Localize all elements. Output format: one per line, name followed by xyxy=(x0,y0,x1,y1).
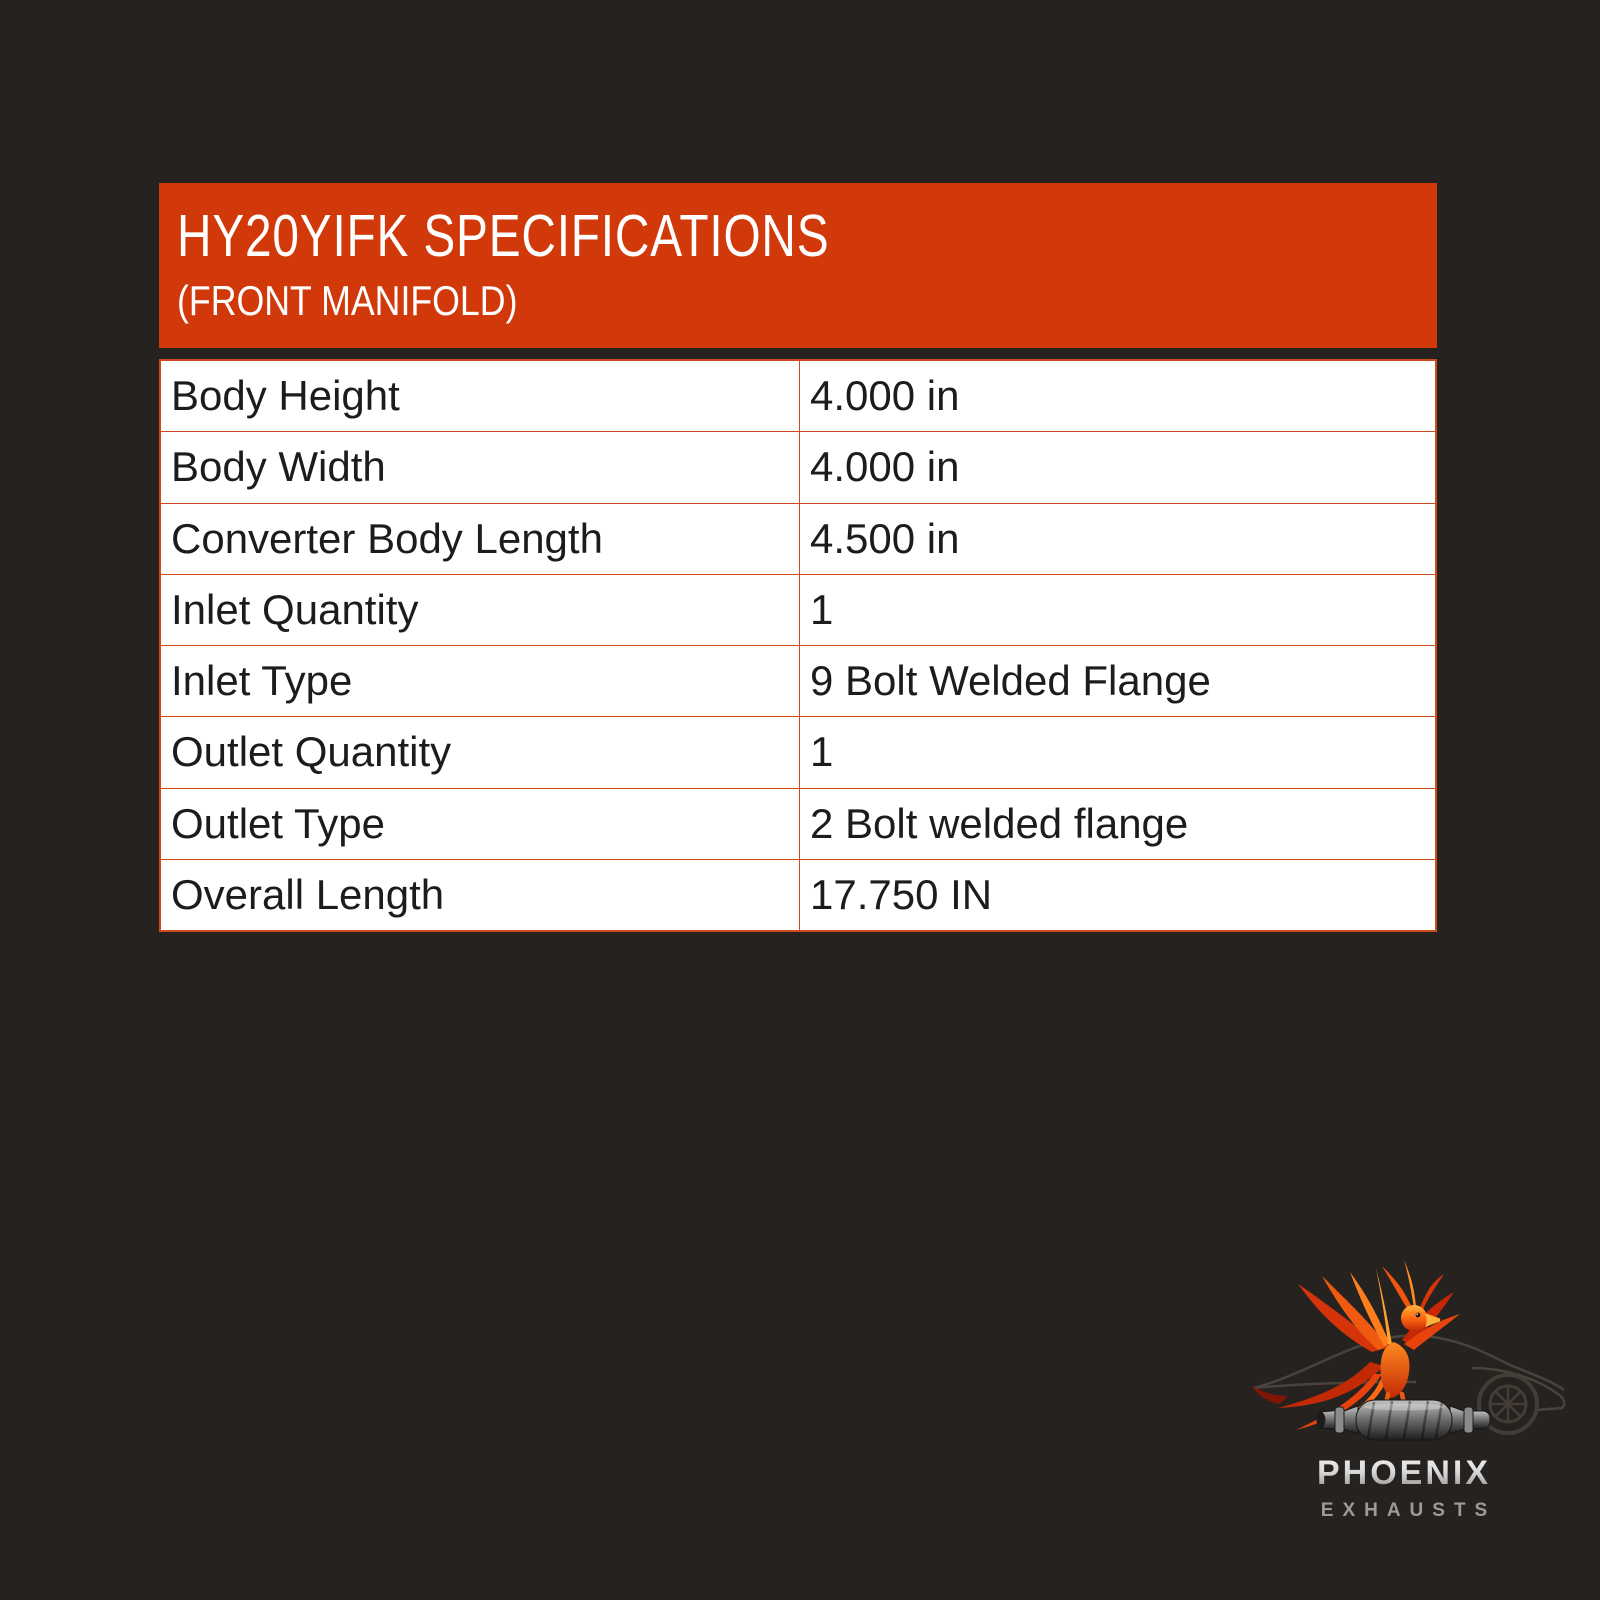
phoenix-eye-glint xyxy=(1416,1313,1418,1315)
table-row xyxy=(161,716,1435,787)
phoenix-head xyxy=(1401,1305,1427,1331)
spec-label: Inlet Quantity xyxy=(171,585,419,633)
table-row xyxy=(161,788,1435,859)
table-row xyxy=(161,574,1435,645)
spec-value: 2 Bolt welded flange xyxy=(799,789,1435,859)
spec-value: 1 xyxy=(799,575,1435,645)
spec-label: Body Width xyxy=(171,443,386,491)
spec-label: Inlet Type xyxy=(171,657,353,705)
spec-label: Body Height xyxy=(171,372,400,420)
page-subtitle: (FRONT MANIFOLD) xyxy=(177,277,518,324)
phoenix-crest xyxy=(1382,1260,1444,1312)
phoenix-body xyxy=(1380,1342,1409,1398)
phoenix-logo-icon xyxy=(1236,1256,1572,1452)
table-row xyxy=(161,503,1435,574)
table-row xyxy=(161,645,1435,716)
spec-label: Overall Length xyxy=(171,870,445,918)
table-row xyxy=(161,859,1435,930)
page-title: HY20YIFK SPECIFICATIONS xyxy=(177,203,830,269)
spec-value: 4.000 in xyxy=(799,432,1435,502)
spec-value: 4.500 in xyxy=(799,504,1435,574)
brand-tagline: EXHAUSTS xyxy=(1320,1500,1497,1521)
table-row xyxy=(161,431,1435,502)
brand-logo xyxy=(1236,1256,1572,1522)
banner xyxy=(159,183,1437,348)
spec-value: 1 xyxy=(799,717,1435,787)
brand-name: PHOENIX xyxy=(1236,1454,1572,1493)
phoenix-eye xyxy=(1416,1313,1421,1318)
phoenix-left-wing xyxy=(1298,1268,1392,1352)
spec-value: 9 Bolt Welded Flange xyxy=(799,646,1435,716)
spec-label: Outlet Type xyxy=(171,799,386,847)
spec-label: Converter Body Length xyxy=(171,514,603,562)
table-row xyxy=(161,361,1435,431)
spec-value: 4.000 in xyxy=(799,361,1435,431)
spec-label: Outlet Quantity xyxy=(171,728,452,776)
spec-table xyxy=(159,359,1437,932)
spec-value: 17.750 IN xyxy=(799,860,1435,930)
